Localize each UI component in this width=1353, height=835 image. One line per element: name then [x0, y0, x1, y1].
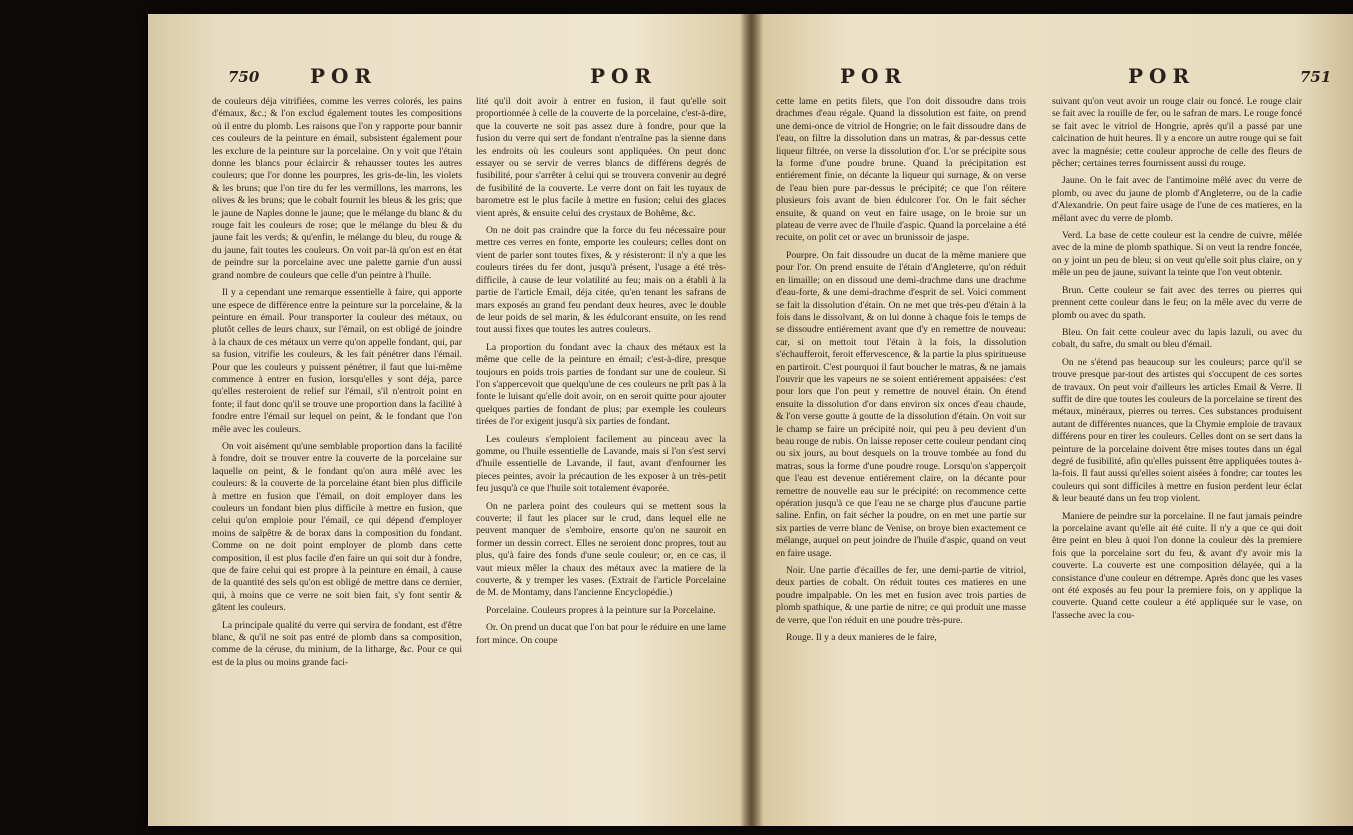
paragraph: Il y a cependant une remarque essentielle à faire, qui apporte une espece de différence entre la peinture sur la porcelaine, & la peinture en émail. Pour transporter la couleur des métaux, ou plutôt celles de leurs chaux, sur l'émail, on est obligé de joindre à la chaux de ces métaux un verre qu'on appelle fondant, qui, par sa fusion, vitrifie les couleurs, & les fait pénétrer dans l'émail. Pour que les couleurs y puissent pénétrer, il faut que lui-même commence à entrer en fusion, lorsqu'elles y sont déja, parce qu'elles resteroient de relief sur l'émail, s'il n'entroit point en fonte; il faut donc qu'il se trouve une proportion dans la facilité à fondre entre l'émail sur lequel on peint, & le fondant que l'on mêle avec les couleurs.: [212, 287, 462, 435]
text-column-2: [476, 96, 726, 652]
paragraph: Maniere de peindre sur la porcelaine. Il ne faut jamais peindre la porcelaine avant qu'elle ait été cuite. Il n'y a que ce qui doit être peint en bleu à quoi l'on donne la couleur dès la premiere fois que la porcelaine sort du feu, & avant d'y avoir mis la couverte. La couverte est une composition délayée, qui a la consistance d'une couleur en détrempe. Après donc que les vases ont été exposés au feu pour la premiere fois, on y applique la couverte. Quand cette couleur a été appliquée sur le vase, on l'asseche avec la cou-: [1052, 510, 1302, 621]
paragraph: suivant qu'on veut avoir un rouge clair ou foncé. Le rouge clair se fait avec la rouille de fer, ou le safran de mars. Le rouge foncé se fait avec le vitriol de Hongrie, après qu'il a passé par une calcination de huit heures. Il y a encore un autre rouge qui se fait avec la magnésie; cette couleur approche de celle des fleurs de pêcher; certaines terres fournissent aussi du rouge.: [1052, 96, 1302, 170]
paragraph: Pourpre. On fait dissoudre un ducat de la même maniere que pour l'or. On prend ensuite de l'étain d'Angleterre, qu'on réduit en limaille; on en dissoud une demi-drachme dans une drachme d'eau-forte, & une demi-drachme d'esprit de sel. Voici comment se fait la dissolution d'étain. On ne met que très-peu d'étain à la fois dans le dissolvant, & on lui donne à chaque fois le temps de se dissoudre entiérement avant que d'y en remettre de nouveau: car, si on mettoit tout l'étain à la fois, la dissolution s'échaufferoit, feroit effervescence, & la partie la plus spiritueuse en partiroit. C'est pourquoi il faut boucher le matras, & ne jamais l'ouvrir que les vapeurs ne se soient entiérement appaisées: c'est pour lors que l'on peut y remettre de nouvel étain. On étend ensuite la dissolution d'or dans environ six onces d'eau chaude, & l'on verse goutte à goutte de la dissolution d'étain. On voit sur le champ se faire un précipité noir, qui peu à peu devient d'un beau rouge de rubis. On laisse reposer cette couleur pendant cinq ou six jours, au bout desquels on la trouve tombée au fond du matras, sous la forme d'une poudre rouge. Lorsqu'on s'apperçoit que l'eau est devenue entiérement claire, on la décante pour remettre de nouvelle eau sur le précipité: on recommence cette opération jusqu'à ce que l'eau ne se charge plus d'aucune partie saline. Enfin, on fait sécher la poudre, on en met une partie sur six parties de verre blanc de Venise, on broye bien exactement ce mélange, auquel on peut joindre de l'huile d'aspic, quand on veut en faire usage.: [776, 249, 1026, 559]
paragraph: Rouge. Il y a deux manieres de le faire,: [786, 632, 937, 644]
paragraph: lité qu'il doit avoir à entrer en fusion, il faut qu'elle soit proportionnée à celle de la couverte de la porcelaine, c'est-à-dire, que la couverte ne soit pas assez dure à fondre, pour que la fusion du verre qui sert de fondant n'entraîne pas la sienne dans les endroits où les couleurs sont appliquées. On peut donc essayer ou se servir de verres blancs de différens degrés de fusibilité, pour s'arrêter à celui qui se trouvera convenir au degré de fusibilité de la couverte. Le verre dont on fait les tuyaux de barometre est le plus facile à mettre en fusion; celui des glaces vient après, & ensuite celui des crystaux de Bohême, &c.: [476, 96, 726, 219]
running-head: POR: [1128, 64, 1196, 88]
paragraph: La proportion du fondant avec la chaux des métaux est la même que celle de la peinture en émail; c'est-à-dire, presque toujours en poids trois parties de fondant sur une de couleur. Si l'on s'appercevoit que quelqu'une de ces couleurs ne prît pas à la fonte le luisant qu'elle doit avoir, on en seroit quitte pour ajouter quelques parties de fondant de plus; par exemple les couleurs tirées de l'or exigent jusqu'à six parties de fondant.: [476, 341, 726, 428]
paragraph: Porcelaine. Couleurs propres à la peinture sur la Porcelaine.: [486, 604, 716, 616]
paragraph: On ne parlera point des couleurs qui se mettent sous la couverte; il faut les placer sur le crud, dans lequel elle ne peuvent manquer de s'emboire, ensorte qu'on ne sauroit en former un dessin correct. Elles ne seroient donc propres, tout au plus, qu'à faire des fonds d'une seule couleur; or, en ce cas, il vaut mieux mêler la chaux des métaux avec la matiere de la couverte, & y tremper les vases. (Extrait de l'article Porcelaine de M. de Montamy, dans l'ancienne Encyclopédie.): [476, 500, 726, 599]
paragraph: Jaune. On le fait avec de l'antimoine mêlé avec du verre de plomb, ou avec du jaune de plomb d'Angleterre, ou de la cadie d'Alexandrie. On peut faire usage de l'une de ces matieres, en la mêlant avec du verre de plomb.: [1052, 175, 1302, 224]
paragraph: Les couleurs s'emploient facilement au pinceau avec la gomme, ou l'huile essentielle de Lavande, mais si l'on s'est servi d'huile essentielle de Lavande, il faut, avant d'enfourner les pieces peintes, avoir la précaution de les exposer à un très-petit feu jusqu'à ce que l'huile soit totalement évaporée.: [476, 433, 726, 495]
running-head: POR: [840, 64, 908, 88]
right-page-header: [752, 64, 1353, 94]
left-page-header: [148, 64, 748, 94]
paragraph: cette lame en petits filets, que l'on doit dissoudre dans trois drachmes d'eau régale. Quand la dissolution est faite, on prend une demi-once de vitriol de Hongrie; on le fait dissoudre dans de l'eau, on filtre la dissolution dans un matras, & par-dessus cette liqueur filtrée, on verse la dissolution d'or. L'or se précipite sous la forme d'une poudre brune. Quand la précipitation est entiérement finie, on décante la liqueur qui surnage, & on verse de l'eau bien pure par-dessus le précipité; ce que l'on réitere plusieurs fois avant de bien édulcorer l'or. On le fait sécher ensuite, & quand on veut en faire usage, on le broie sur un plateau de verre avec de l'huile d'aspic. Quand la porcelaine a été recuite, on polit cet or avec un brunissoir de jaspe.: [776, 96, 1026, 244]
page-number: 751: [1300, 68, 1332, 86]
paragraph: On ne s'étend pas beaucoup sur les couleurs; parce qu'il se trouve presque par-tout des artistes qui s'occupent de ces sortes de travaux. On peut voir d'ailleurs les articles Email & Verre. Il suffit de dire que toutes les couleurs de la porcelaine se tirent des métaux, minéraux, pierres ou terres. Ces substances produisent autant de différentes nuances, que la Chymie emploie de travaux différens pour en tirer les couleurs. Celles dont on se sert dans la peinture de la porcelaine doivent être mises toutes dans un égal degré de fusibilité, afin qu'elles puissent être appliquées toutes à-la-fois. Il faut aussi qu'elles soient aisées à fondre; car toutes les couleurs qui sont difficiles à mettre en fusion perdent leur éclat & leur beauté dans un feu trop violent.: [1052, 356, 1302, 505]
right-page: [752, 14, 1353, 826]
paragraph: La principale qualité du verre qui servira de fondant, est d'être blanc, & qu'il ne soit pas entré de plomb dans sa composition, comme de la céruse, du minium, de la litharge, &c. Pour ce qui est de la plus ou moins grande faci-: [212, 619, 462, 668]
text-column-1: [212, 96, 462, 674]
paragraph: Or. On prend un ducat que l'on bat pour le réduire en une lame fort mince. On coupe: [476, 622, 726, 646]
left-page: [148, 14, 748, 826]
paragraph: Noir. Une partie d'écailles de fer, une demi-partie de vitriol, deux parties de cobalt. On réduit toutes ces matieres en une poudre impalpable. On les met en fusion avec trois parties de plomb spathique, & une partie de nitre; ce qui produit une masse de verre, que l'on réduit en une poudre très-pure.: [776, 565, 1026, 626]
paragraph: On ne doit pas craindre que la force du feu nécessaire pour mettre ces verres en fonte, emporte les couleurs; celles dont on vient de parler sont toutes fixes, & y résisteront: il n'y a que les couleurs tirées du fer dont, jusqu'à présent, l'usage a été très-difficile, à cause de leur volatilité au feu; mais on a établi à la partie de l'article Email, déja citée, qu'en tenant les safrans de mars exposés au grand feu pendant deux heures, avec le double de leur poids de sel marin, & les édulcorant ensuite, on les rend tout aussi fixes que toutes les autres couleurs.: [476, 225, 726, 336]
paragraph: On voit aisément qu'une semblable proportion dans la facilité à fondre, doit se trouver entre la couverte de la porcelaine sur laquelle on peint, & le fondant qu'on aura mêlé avec les couleurs: & la couverte de la porcelaine étant bien plus difficile à mettre en fusion que l'émail, on doit employer dans les couleurs un fondant bien plus difficile à mettre en fusion, que celui qu'on emploie pour l'émail, ce qui dépend d'employer moins de salpêtre & de borax dans la composition du fondant. Comme on ne doit point employer de plomb dans cette composition, il est plus facile d'en faire un qui soit dur à fondre, que de faire celui qui est propre à la peinture en émail, à cause de la quantité des sels qu'on est obligé de mettre dans ce dernier, qui, à moins que ce verre ne soit bien fait, s'y font sentir & gâtent les couleurs.: [212, 440, 462, 614]
paragraph: de couleurs déja vitrifiées, comme les verres colorés, les pains d'émaux, &c.; & l'on exclud également toutes les compositions où il entre du plomb. Les raisons que l'on y rapporte pour bannir ces couleurs de la peinture en émail, subsistent également pour les exclure de la peinture sur la porcelaine. On y voit que l'étain donne les blancs pour éclaircir & rehausser toutes les autres couleurs; que l'or donne les pourpres, les gris-de-lin, les violets & les bruns; que l'on tire du fer les vermillons, les marrons, les olives & les bruns; que le cobalt fournit les bleus & les gris; que le jaune de Naples donne le jaune; que le mélange du blanc & du rouge fait les couleurs de rose; que le mélange du bleu & du jaune fait les verds; & qu'enfin, le mélange du bleu, du rouge & du jaune, fait toutes les couleurs. On voit par-là qu'on est en état de peindre sur la porcelaine avec une palette garnie d'un aussi grand nombre de couleurs que celle d'un peintre à l'huile.: [212, 96, 462, 281]
text-column-2: [1052, 96, 1302, 627]
text-column-1: [776, 96, 1026, 649]
paragraph: Brun. Cette couleur se fait avec des terres ou pierres qui prennent cette couleur dans le feu; on la mêle avec du verre de plomb ou avec du spath.: [1052, 284, 1302, 321]
running-head: POR: [310, 64, 378, 88]
paragraph: Bleu. On fait cette couleur avec du lapis lazuli, ou avec du cobalt, du safre, du smalt ou bleu d'émail.: [1052, 326, 1302, 351]
running-head: POR: [590, 64, 658, 88]
paragraph: Verd. La base de cette couleur est la cendre de cuivre, mêlée avec de la mine de plomb spathique. Si on veut la rendre foncée, on y joint un peu de bleu; si on veut qu'elle soit plus claire, on y mêle un peu de jaune, suivant la teinte que l'on veut obtenir.: [1052, 230, 1302, 279]
open-book: [148, 14, 1353, 826]
page-number: 750: [228, 68, 260, 86]
